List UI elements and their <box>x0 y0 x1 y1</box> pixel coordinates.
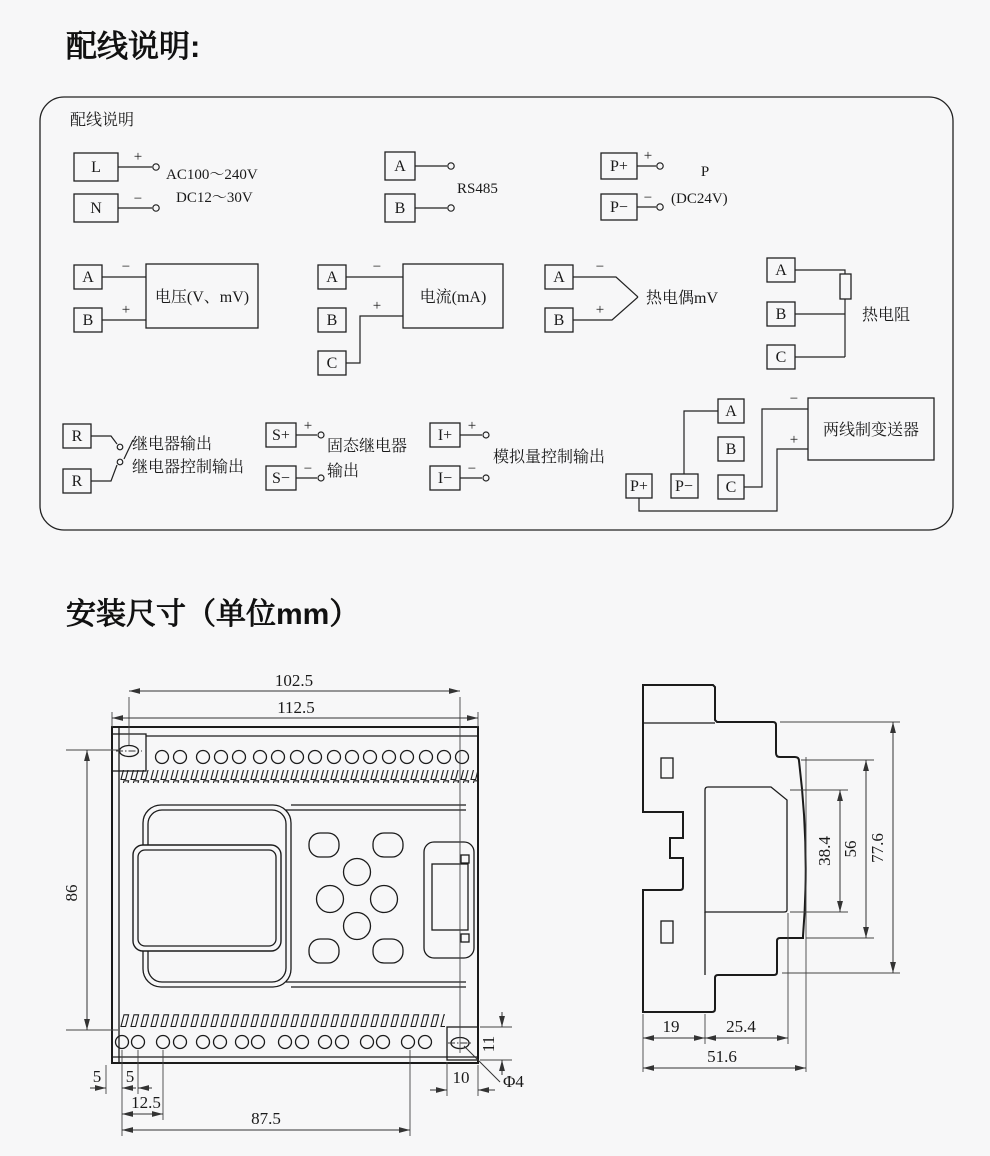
minus-sign: − <box>467 461 477 477</box>
dim-phi4: Φ4 <box>503 1072 524 1091</box>
dim-25-4: 25.4 <box>726 1017 756 1036</box>
terminal-A: A <box>394 158 406 175</box>
dim-77-6: 77.6 <box>868 833 887 863</box>
minus-sign: − <box>372 259 382 275</box>
terminal-I-plus: I+ <box>437 427 453 444</box>
plus-sign: + <box>789 432 799 448</box>
front-view-drawing <box>62 671 524 1136</box>
terminal-N: N <box>90 200 102 217</box>
ssr-label-1: 固态继电器 <box>327 438 408 455</box>
wiring-group-thermocouple <box>545 259 718 332</box>
open-terminal-icon <box>657 204 663 210</box>
dimension-section-title: 安装尺寸（单位mm） <box>66 598 360 631</box>
plus-sign: + <box>121 302 131 318</box>
terminal-P-minus: P− <box>610 199 628 216</box>
open-terminal-icon <box>153 205 159 211</box>
dim-56: 56 <box>841 840 860 858</box>
current-box-label: 电流(mA) <box>419 289 487 306</box>
terminal-P-minus: P− <box>675 478 693 495</box>
open-terminal-icon <box>153 164 159 170</box>
open-terminal-icon <box>318 475 324 481</box>
display-screen <box>133 845 281 951</box>
dim-5-left: 5 <box>92 1067 102 1086</box>
resistor-icon <box>840 274 851 299</box>
wiring-group-ssr <box>266 418 407 490</box>
switch-contact-icon <box>117 444 123 450</box>
dim-38-4: 38.4 <box>815 836 834 866</box>
open-terminal-icon <box>448 163 454 169</box>
key-up <box>344 859 371 886</box>
top-terminal-holes-row <box>156 751 469 764</box>
open-terminal-icon <box>483 475 489 481</box>
key-bottom-right <box>373 939 403 963</box>
dim-102-5: 102.5 <box>274 671 314 690</box>
side-view-dimensions <box>643 722 900 1072</box>
dim-12-5: 12.5 <box>131 1093 161 1112</box>
key-bottom-left <box>309 939 339 963</box>
open-terminal-icon <box>318 432 324 438</box>
analog-label: 模拟量控制输出 <box>493 449 606 466</box>
plus-sign: + <box>643 148 653 164</box>
terminal-B: B <box>775 306 787 323</box>
terminal-I-minus: I− <box>437 470 453 487</box>
plus-sign: + <box>595 302 605 318</box>
wiring-group-rs485 <box>385 152 498 222</box>
side-profile-outline <box>643 685 806 1012</box>
terminal-C: C <box>725 479 737 496</box>
minus-sign: − <box>595 259 605 275</box>
key-top-left <box>309 833 339 857</box>
plus-sign: + <box>467 418 477 434</box>
plus-sign: + <box>303 418 313 434</box>
key-top-right <box>373 833 403 857</box>
minus-sign: − <box>133 191 143 207</box>
open-terminal-icon <box>657 163 663 169</box>
key-right <box>371 886 398 913</box>
terminal-R1: R <box>71 428 83 445</box>
power-label-dc: DC12～30V <box>176 190 253 206</box>
wiring-group-rtd <box>767 258 910 369</box>
terminal-A: A <box>326 269 338 286</box>
dim-51-6: 51.6 <box>707 1047 737 1066</box>
wiring-group-relay <box>63 424 244 493</box>
terminal-P-plus: P+ <box>630 478 648 495</box>
key-left <box>317 886 344 913</box>
terminal-S-plus: S+ <box>272 427 290 444</box>
dim-112-5: 112.5 <box>277 698 315 717</box>
wiring-panel-label: 配线说明 <box>70 112 135 129</box>
wiring-group-transmitter <box>626 391 934 511</box>
thermocouple-junction-icon <box>573 297 638 320</box>
p24-label: P <box>700 164 710 180</box>
dim-5-right: 5 <box>125 1067 135 1086</box>
rtd-label: 热电阻 <box>862 307 911 324</box>
terminal-C: C <box>775 349 787 366</box>
minus-sign: − <box>303 461 313 477</box>
front-view-dimensions <box>62 671 524 1136</box>
terminal-A: A <box>553 269 565 286</box>
terminal-P-plus: P+ <box>610 158 628 175</box>
side-view-drawing <box>643 685 900 1072</box>
side-slot-top <box>661 758 673 778</box>
bottom-terminal-holes-row <box>116 1036 432 1049</box>
wiring-group-p24 <box>601 148 728 220</box>
dim-10: 10 <box>452 1068 470 1087</box>
dim-87-5: 87.5 <box>251 1109 281 1128</box>
minus-sign: − <box>643 190 653 206</box>
minus-sign: − <box>121 259 131 275</box>
keypad <box>309 833 403 963</box>
top-vent-band <box>119 770 477 783</box>
terminal-B: B <box>725 441 737 458</box>
terminal-R2: R <box>71 473 83 490</box>
terminal-A: A <box>725 403 737 420</box>
plus-sign: + <box>133 149 143 165</box>
terminal-B: B <box>553 312 565 329</box>
connector-port <box>424 842 474 958</box>
terminal-B: B <box>394 200 406 217</box>
terminal-C: C <box>326 355 338 372</box>
wiring-group-current <box>318 259 503 375</box>
terminal-B: B <box>326 312 338 329</box>
voltage-box-label: 电压(V、mV) <box>154 289 250 306</box>
terminal-B: B <box>82 312 94 329</box>
plus-sign: + <box>372 298 382 314</box>
terminal-A: A <box>82 269 94 286</box>
wiring-group-voltage <box>74 259 258 332</box>
wiring-group-analog <box>430 418 605 490</box>
wiring-panel <box>40 97 953 530</box>
side-slot-bottom <box>661 921 673 943</box>
side-front-block <box>705 787 787 912</box>
relay-label-2: 继电器控制输出 <box>132 459 245 476</box>
dim-86: 86 <box>62 884 81 902</box>
terminal-S-minus: S− <box>272 470 290 487</box>
bottom-vent-band <box>119 1014 445 1027</box>
switch-contact-icon <box>117 459 123 465</box>
power-label-ac: AC100～240V <box>166 167 258 183</box>
dim-11: 11 <box>479 1035 498 1053</box>
rs485-label: RS485 <box>457 181 498 197</box>
open-terminal-icon <box>448 205 454 211</box>
open-terminal-icon <box>483 432 489 438</box>
terminal-A: A <box>775 262 787 279</box>
wiring-section-title: 配线说明: <box>66 29 201 64</box>
wiring-group-power <box>74 149 258 222</box>
dim-19: 19 <box>662 1017 680 1036</box>
terminal-L: L <box>91 159 101 176</box>
ssr-label-2: 输出 <box>327 463 360 480</box>
p24-voltage-label: (DC24V) <box>671 191 728 207</box>
relay-label-1: 继电器输出 <box>132 436 213 453</box>
minus-sign: − <box>789 391 799 407</box>
thermocouple-label: 热电偶mV <box>646 290 719 307</box>
key-down <box>344 913 371 940</box>
transmitter-box-label: 两线制变送器 <box>822 422 920 439</box>
